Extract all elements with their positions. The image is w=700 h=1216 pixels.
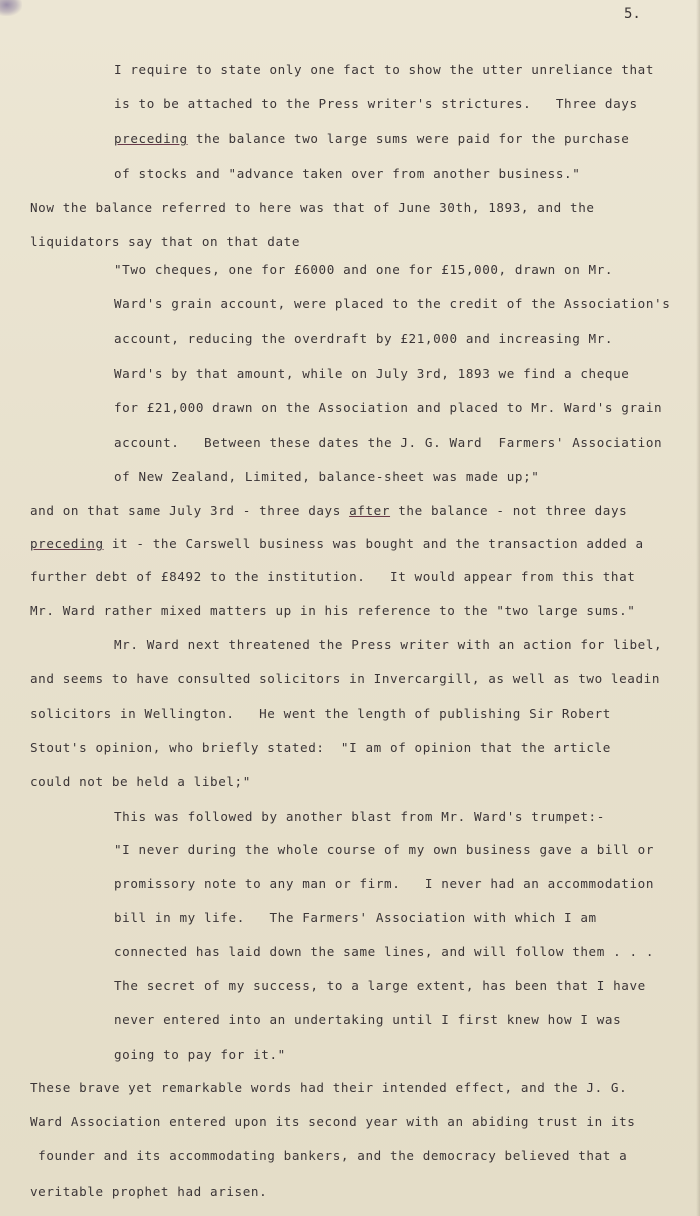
underlined-word: preceding — [114, 131, 188, 146]
text-line: is to be attached to the Press writer's strictures. Three days — [114, 96, 638, 111]
text-line — [30, 503, 627, 519]
text-line: veritable prophet had arisen. — [30, 1184, 268, 1199]
text-line: These brave yet remarkable words had their intended effect, and the J. G. — [30, 1080, 628, 1095]
text-line: Mr. Ward rather mixed matters up in his reference to the "two large sums." — [30, 603, 636, 618]
text-line: going to pay for it." — [114, 1047, 286, 1062]
text-line: connected has laid down the same lines, and will follow them . . . — [114, 944, 655, 959]
text-line: bill in my life. The Farmers' Association with which I am — [114, 910, 597, 925]
corner-stain — [0, 0, 22, 16]
text-line: for £21,000 drawn on the Association and placed to Mr. Ward's grain — [114, 400, 663, 415]
text-line: further debt of £8492 to the institution. It would appear from this that — [30, 569, 636, 584]
text-line: Ward's grain account, were placed to the credit of the Association's — [114, 296, 671, 311]
line-text: and on that same July 3rd - three days — [30, 503, 350, 518]
underlined-word: preceding — [30, 536, 104, 551]
text-line: "I never during the whole course of my own business gave a bill or — [114, 842, 655, 857]
text-line — [114, 131, 629, 147]
text-line: Ward's by that amount, while on July 3rd, 1893 we find a cheque — [114, 366, 630, 381]
underlined-word: after — [349, 503, 391, 518]
text-line: promissory note to any man or firm. I never had an accommodation — [114, 876, 655, 891]
text-line: This was followed by another blast from Mr. Ward's trumpet:- — [114, 809, 605, 824]
text-line: founder and its accommodating bankers, and the democracy believed that a — [30, 1148, 628, 1163]
text-line: could not be held a libel;" — [30, 774, 251, 789]
page-edge — [696, 0, 700, 1216]
line-text: the balance two large sums were paid for the purchase — [187, 131, 630, 146]
text-line: Now the balance referred to here was that of June 30th, 1893, and the — [30, 200, 595, 215]
text-line: of New Zealand, Limited, balance-sheet was made up;" — [114, 469, 540, 484]
text-line: Ward Association entered upon its second year with an abiding trust in its — [30, 1114, 636, 1129]
text-line: liquidators say that on that date — [30, 234, 301, 249]
text-line: Stout's opinion, who briefly stated: "I am of opinion that the article — [30, 740, 611, 755]
text-line: never entered into an undertaking until I first knew how I was — [114, 1012, 622, 1027]
text-line: I require to state only one fact to show the utter unreliance that — [114, 62, 655, 77]
text-line: solicitors in Wellington. He went the length of publishing Sir Robert — [30, 706, 611, 721]
text-line — [30, 536, 644, 552]
text-line: account. Between these dates the J. G. Ward Farmers' Association — [114, 435, 663, 450]
text-line: and seems to have consulted solicitors in Invercargill, as well as two leadin — [30, 671, 661, 686]
page-number: 5. — [624, 6, 641, 22]
line-text: the balance - not three days — [390, 503, 628, 518]
text-line: of stocks and "advance taken over from another business." — [114, 166, 581, 181]
text-line: Mr. Ward next threatened the Press writer with an action for libel, — [114, 637, 663, 652]
text-line: The secret of my success, to a large extent, has been that I have — [114, 978, 646, 993]
text-line: account, reducing the overdraft by £21,000 and increasing Mr. — [114, 331, 614, 346]
line-text: it - the Carswell business was bought and the transaction added a — [103, 536, 644, 551]
text-line: "Two cheques, one for £6000 and one for £15,000, drawn on Mr. — [114, 262, 614, 277]
